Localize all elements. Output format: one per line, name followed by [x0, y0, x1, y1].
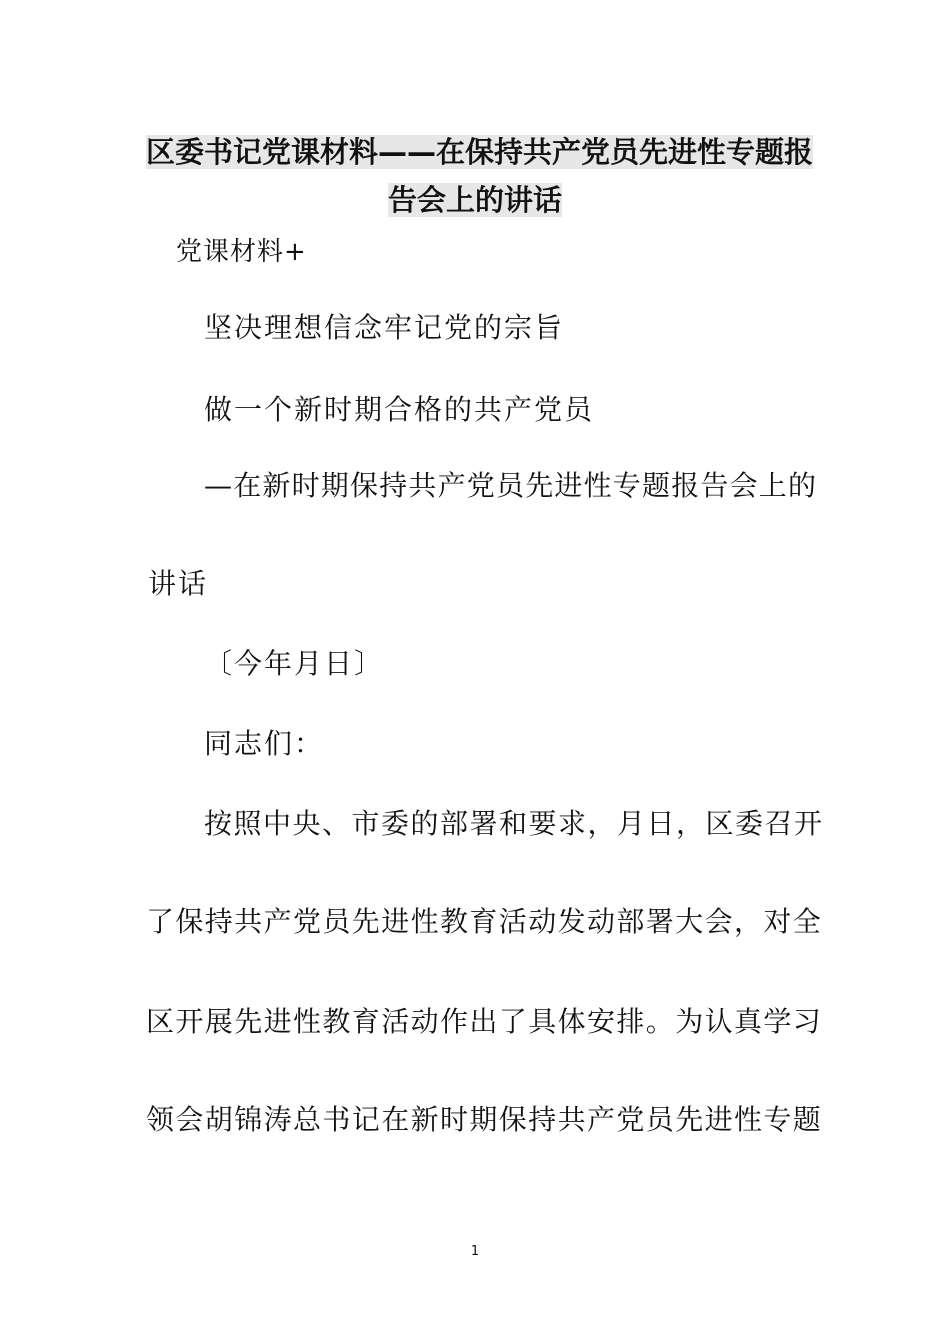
subtitle-line: 讲话 — [148, 567, 209, 600]
document-title-line-2 — [388, 180, 562, 220]
subtitle-line: 做一个新时期合格的共产党员 — [204, 393, 595, 426]
category-tag: 党课材料+ — [176, 237, 307, 267]
document-title-line-1 — [146, 132, 813, 172]
page-number: 1 — [470, 1244, 480, 1259]
body-text-line: 区开展先进性教育活动作出了具体安排。为认真学习 — [146, 1005, 823, 1038]
date-line: 〔今年月日〕 — [204, 647, 385, 680]
subtitle-line: 坚决理想信念牢记党的宗旨 — [204, 311, 565, 344]
body-text-line: 领会胡锦涛总书记在新时期保持共产党员先进性专题 — [146, 1103, 823, 1136]
salutation: 同志们： — [204, 727, 325, 760]
body-text-line: 按照中央、市委的部署和要求，月日，区委召开 — [204, 807, 824, 840]
title-text-2: 告会上的讲话 — [388, 183, 563, 217]
title-text-1: 区委书记党课材料——在保持共产党员先进性专题报 — [146, 135, 814, 169]
body-text-line: 了保持共产党员先进性教育活动发动部署大会，对全 — [146, 905, 823, 938]
subtitle-line: —在新时期保持共产党员先进性专题报告会上的 — [204, 469, 818, 502]
